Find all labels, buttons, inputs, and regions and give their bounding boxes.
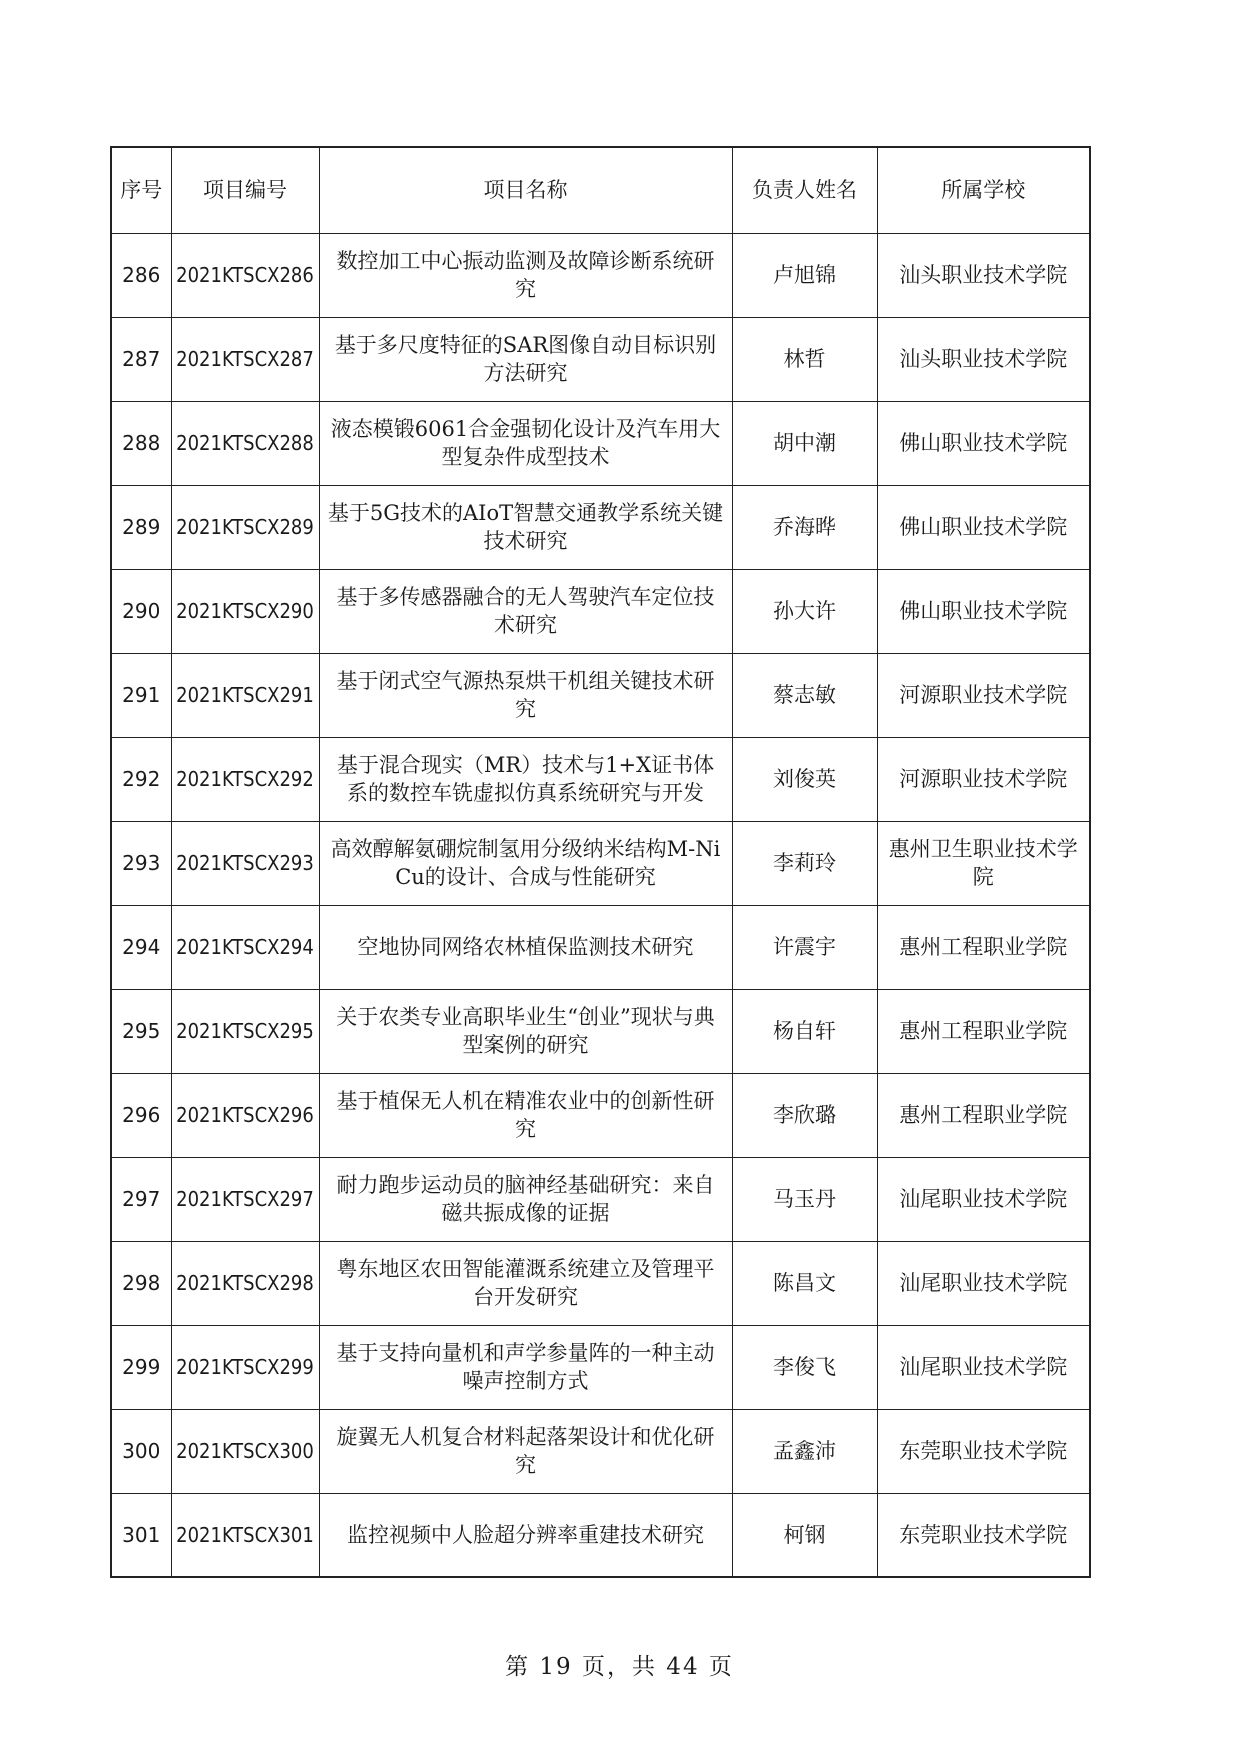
cell-name: 数控加工中心振动监测及故障诊断系统研究 (319, 233, 732, 317)
cell-name: 液态模锻6061合金强韧化设计及汽车用大型复杂件成型技术 (319, 401, 732, 485)
cell-seq: 297 (111, 1157, 171, 1241)
cell-person: 李莉玲 (732, 821, 877, 905)
header-code: 项目编号 (171, 147, 319, 233)
cell-person: 李俊飞 (732, 1325, 877, 1409)
cell-school: 汕尾职业技术学院 (877, 1241, 1090, 1325)
table-row (111, 317, 1090, 401)
cell-code: 2021KTSCX296 (171, 1073, 319, 1157)
cell-person: 许震宇 (732, 905, 877, 989)
table-row (111, 737, 1090, 821)
cell-name: 基于5G技术的AIoT智慧交通教学系统关键技术研究 (319, 485, 732, 569)
cell-seq: 290 (111, 569, 171, 653)
cell-school: 汕尾职业技术学院 (877, 1157, 1090, 1241)
cell-seq: 299 (111, 1325, 171, 1409)
table-row (111, 1073, 1090, 1157)
cell-person: 李欣璐 (732, 1073, 877, 1157)
cell-seq: 300 (111, 1409, 171, 1493)
cell-seq: 301 (111, 1493, 171, 1577)
cell-code: 2021KTSCX294 (171, 905, 319, 989)
table-row (111, 233, 1090, 317)
cell-name: 监控视频中人脸超分辨率重建技术研究 (319, 1493, 732, 1577)
cell-code: 2021KTSCX287 (171, 317, 319, 401)
table-row (111, 1241, 1090, 1325)
cell-name: 旋翼无人机复合材料起落架设计和优化研究 (319, 1409, 732, 1493)
cell-code: 2021KTSCX300 (171, 1409, 319, 1493)
header-school: 所属学校 (877, 147, 1090, 233)
table-row (111, 1157, 1090, 1241)
cell-code: 2021KTSCX289 (171, 485, 319, 569)
cell-code: 2021KTSCX298 (171, 1241, 319, 1325)
cell-code: 2021KTSCX291 (171, 653, 319, 737)
cell-person: 柯钢 (732, 1493, 877, 1577)
cell-name: 关于农类专业高职毕业生“创业”现状与典型案例的研究 (319, 989, 732, 1073)
cell-person: 胡中潮 (732, 401, 877, 485)
cell-code: 2021KTSCX299 (171, 1325, 319, 1409)
cell-code: 2021KTSCX286 (171, 233, 319, 317)
cell-school: 惠州工程职业学院 (877, 905, 1090, 989)
cell-person: 刘俊英 (732, 737, 877, 821)
project-table (110, 146, 1091, 1578)
table-row (111, 401, 1090, 485)
cell-school: 汕头职业技术学院 (877, 233, 1090, 317)
cell-school: 佛山职业技术学院 (877, 485, 1090, 569)
cell-school: 惠州卫生职业技术学院 (877, 821, 1090, 905)
table-row (111, 989, 1090, 1073)
cell-seq: 288 (111, 401, 171, 485)
cell-school: 河源职业技术学院 (877, 653, 1090, 737)
cell-school: 河源职业技术学院 (877, 737, 1090, 821)
table-row (111, 1409, 1090, 1493)
cell-person: 蔡志敏 (732, 653, 877, 737)
header-row (111, 147, 1090, 233)
cell-name: 粤东地区农田智能灌溉系统建立及管理平台开发研究 (319, 1241, 732, 1325)
cell-school: 佛山职业技术学院 (877, 401, 1090, 485)
cell-code: 2021KTSCX290 (171, 569, 319, 653)
cell-code: 2021KTSCX295 (171, 989, 319, 1073)
cell-seq: 293 (111, 821, 171, 905)
cell-code: 2021KTSCX301 (171, 1493, 319, 1577)
cell-code: 2021KTSCX288 (171, 401, 319, 485)
header-person: 负责人姓名 (732, 147, 877, 233)
cell-person: 孙大许 (732, 569, 877, 653)
cell-person: 杨自轩 (732, 989, 877, 1073)
cell-code: 2021KTSCX292 (171, 737, 319, 821)
cell-person: 陈昌文 (732, 1241, 877, 1325)
table-row (111, 653, 1090, 737)
cell-person: 孟鑫沛 (732, 1409, 877, 1493)
cell-name: 空地协同网络农林植保监测技术研究 (319, 905, 732, 989)
table-header (111, 147, 1090, 233)
cell-school: 东莞职业技术学院 (877, 1493, 1090, 1577)
cell-name: 基于植保无人机在精准农业中的创新性研究 (319, 1073, 732, 1157)
cell-seq: 291 (111, 653, 171, 737)
cell-seq: 292 (111, 737, 171, 821)
cell-name: 基于混合现实（MR）技术与1+X证书体系的数控车铣虚拟仿真系统研究与开发 (319, 737, 732, 821)
table-row (111, 1493, 1090, 1577)
cell-code: 2021KTSCX293 (171, 821, 319, 905)
table-body (111, 233, 1090, 1577)
cell-person: 马玉丹 (732, 1157, 877, 1241)
table-row (111, 569, 1090, 653)
cell-seq: 289 (111, 485, 171, 569)
cell-person: 卢旭锦 (732, 233, 877, 317)
header-name: 项目名称 (319, 147, 732, 233)
cell-school: 汕头职业技术学院 (877, 317, 1090, 401)
cell-seq: 286 (111, 233, 171, 317)
page-number: 第 19 页，共 44 页 (505, 1654, 734, 1680)
cell-seq: 296 (111, 1073, 171, 1157)
cell-code: 2021KTSCX297 (171, 1157, 319, 1241)
cell-seq: 298 (111, 1241, 171, 1325)
table-row (111, 485, 1090, 569)
cell-seq: 295 (111, 989, 171, 1073)
cell-name: 基于闭式空气源热泵烘干机组关键技术研究 (319, 653, 732, 737)
cell-name: 基于多传感器融合的无人驾驶汽车定位技术研究 (319, 569, 732, 653)
cell-name: 基于支持向量机和声学参量阵的一种主动噪声控制方式 (319, 1325, 732, 1409)
cell-school: 东莞职业技术学院 (877, 1409, 1090, 1493)
cell-school: 汕尾职业技术学院 (877, 1325, 1090, 1409)
table-row (111, 1325, 1090, 1409)
cell-name: 高效醇解氨硼烷制氢用分级纳米结构M-NiCu的设计、合成与性能研究 (319, 821, 732, 905)
cell-school: 惠州工程职业学院 (877, 989, 1090, 1073)
cell-seq: 287 (111, 317, 171, 401)
table-row (111, 821, 1090, 905)
table-row (111, 905, 1090, 989)
cell-school: 惠州工程职业学院 (877, 1073, 1090, 1157)
cell-name: 基于多尺度特征的SAR图像自动目标识别方法研究 (319, 317, 732, 401)
cell-school: 佛山职业技术学院 (877, 569, 1090, 653)
cell-name: 耐力跑步运动员的脑神经基础研究：来自磁共振成像的证据 (319, 1157, 732, 1241)
header-seq: 序号 (111, 147, 171, 233)
cell-person: 乔海晔 (732, 485, 877, 569)
cell-person: 林哲 (732, 317, 877, 401)
cell-seq: 294 (111, 905, 171, 989)
